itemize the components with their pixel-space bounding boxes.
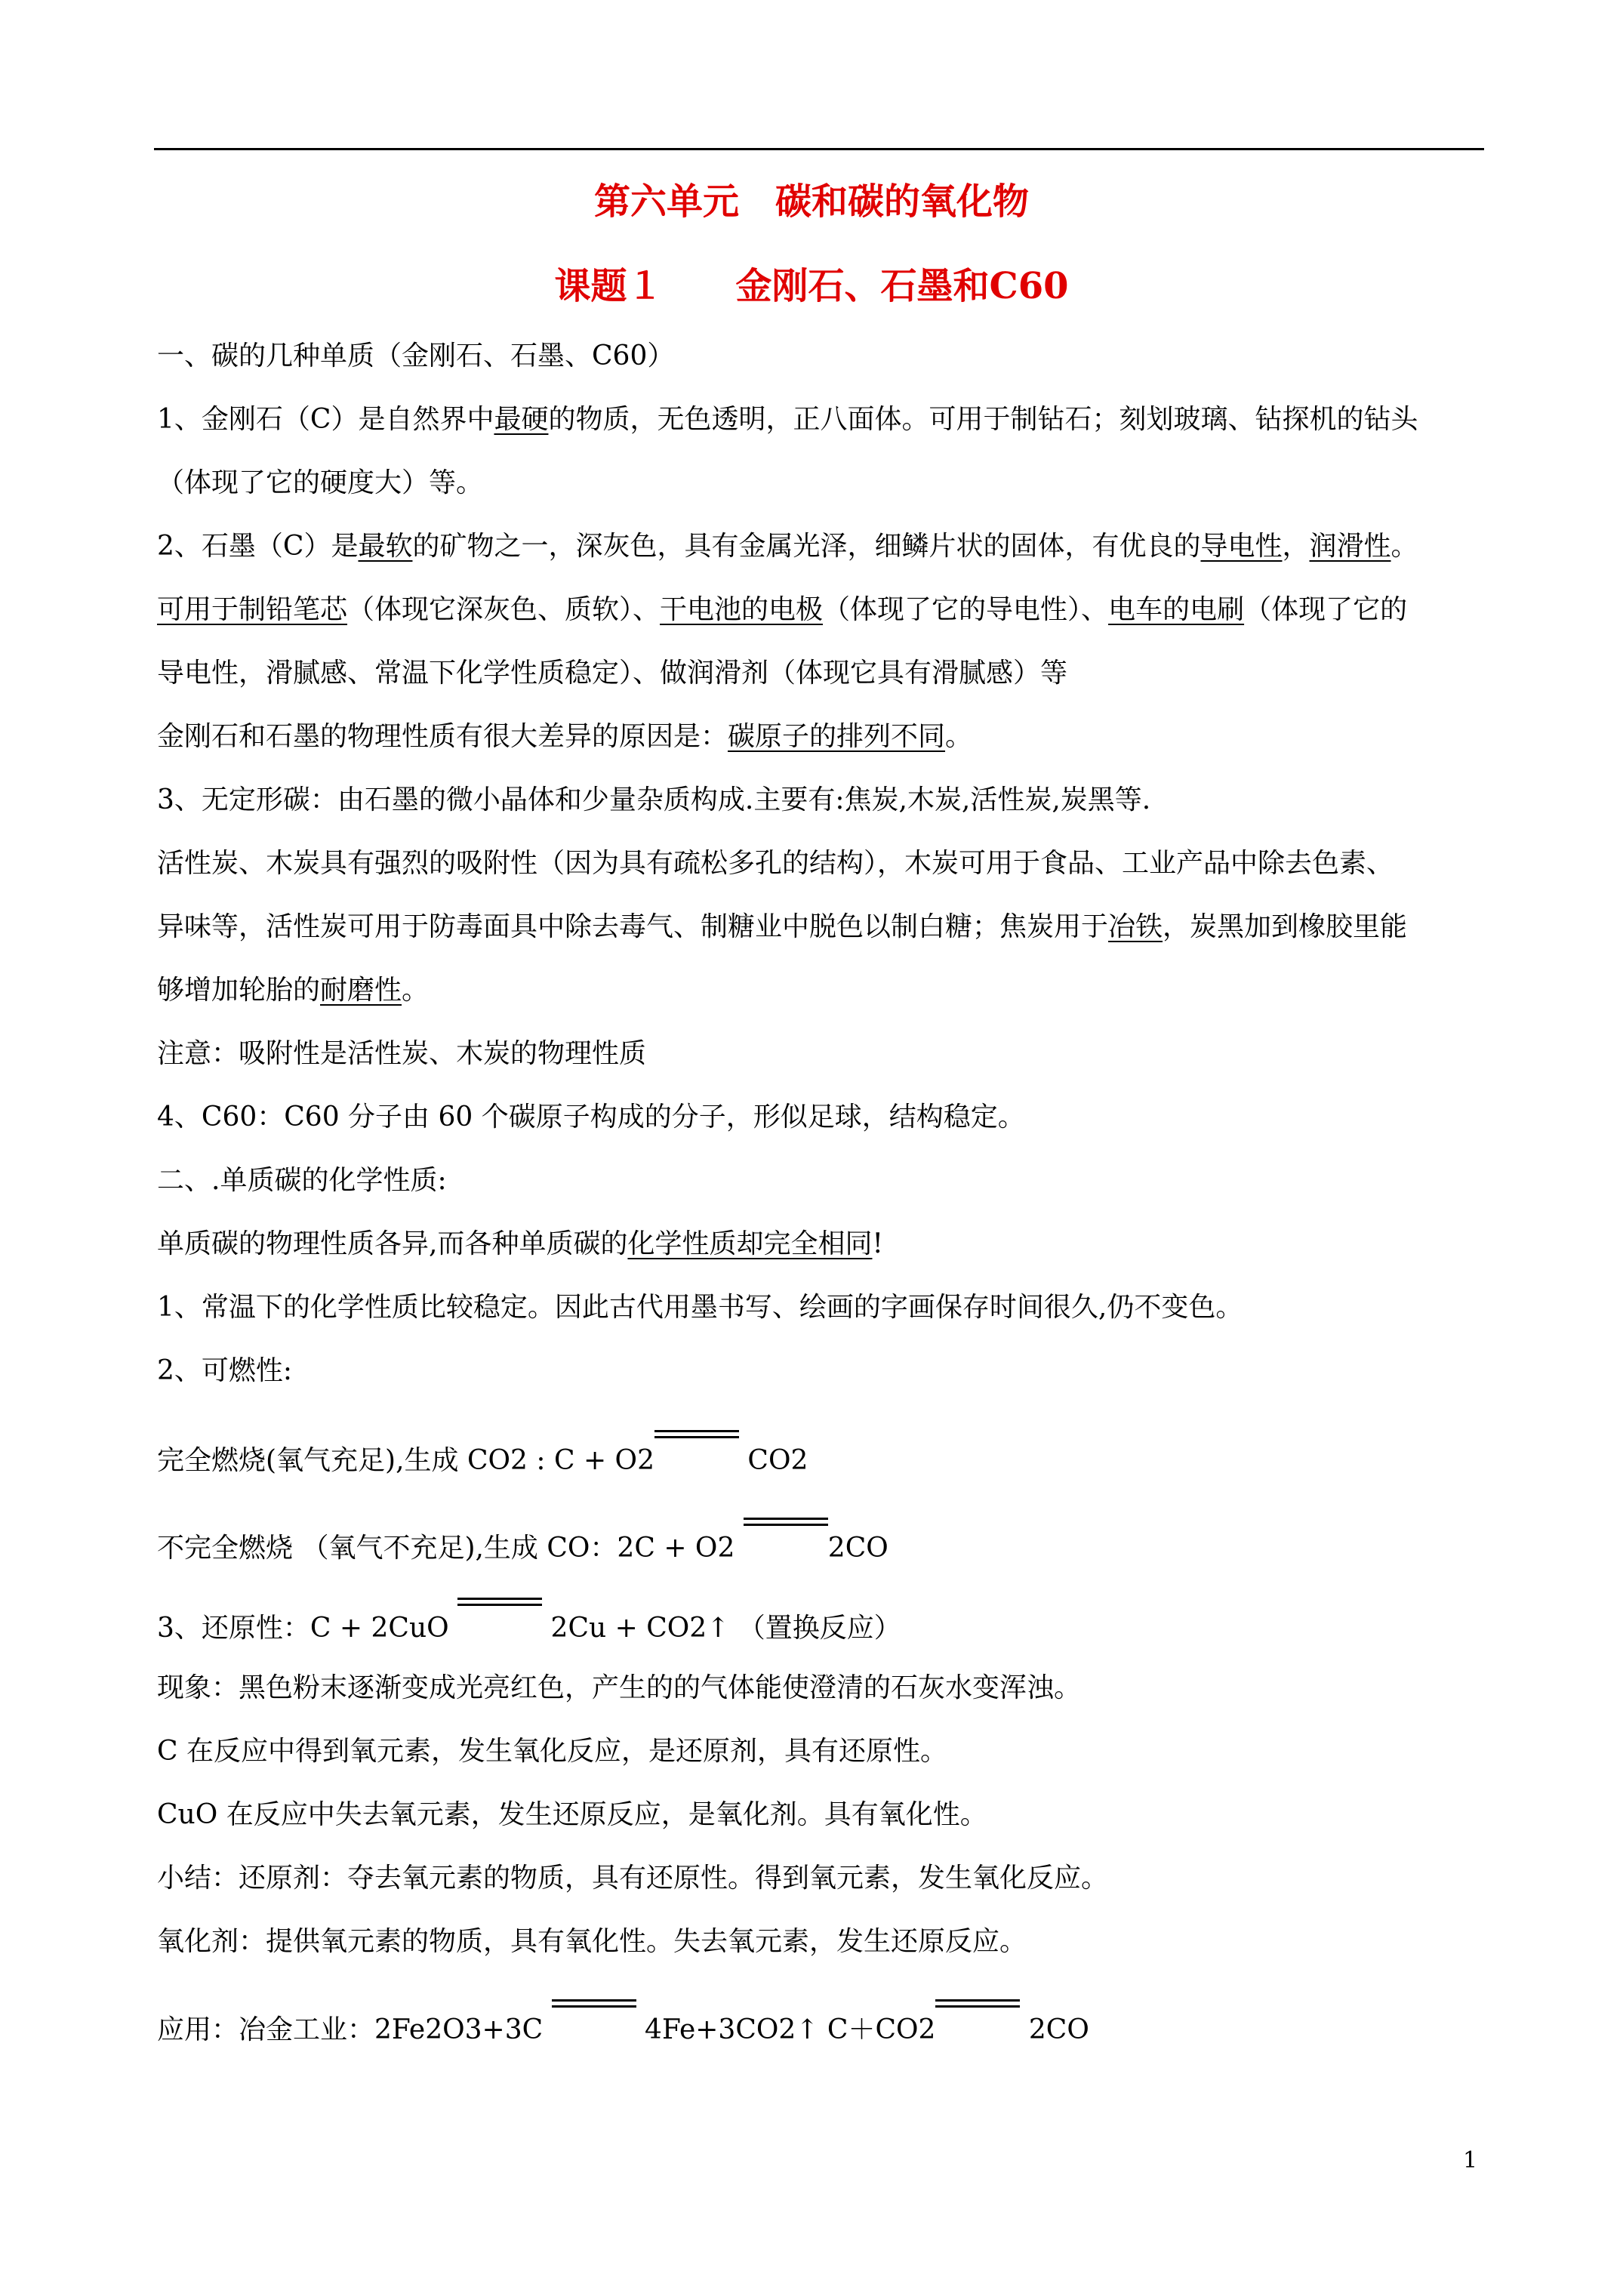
paragraph-c-role: C 在反应中得到氧元素，发生氧化反应，是还原剂，具有还原性。 xyxy=(157,1736,947,1767)
header-rule xyxy=(154,148,1484,150)
unit-title: 第六单元 碳和碳的氧化物 xyxy=(593,180,1029,223)
paragraph-adsorption: 活性炭、木炭具有强烈的吸附性（因为具有疏松多孔的结构），木炭可用于食品、工业产品中除去色素、 xyxy=(157,848,1394,879)
equation-incomplete-combustion: 不完全燃烧 （氧气不充足),生成 CO：2C + O2 2CO xyxy=(157,1530,888,1564)
equals-sign-double-line xyxy=(552,2011,636,2039)
paragraph-c60: 4、C60：C60 分子由 60 个碳原子构成的分子，形似足球，结构稳定。 xyxy=(157,1102,1025,1133)
note: 注意：吸附性是活性炭、木炭的物理性质 xyxy=(157,1038,647,1069)
paragraph-adsorption-cont: 异味等，活性炭可用于防毒面具中除去毒气、制糖业中脱色以制白糖；焦炭用于冶铁，炭黑加到橡胶里能 xyxy=(157,911,1408,942)
paragraph-stability: 1、常温下的化学性质比较稳定。因此古代用墨书写、绘画的字画保存时间很久,仍不变色。 xyxy=(157,1292,1243,1323)
paragraph-graphite-uses: 可用于制铅笔芯（体现它深灰色、质软）、干电池的电极（体现了它的导电性）、电车的电刷（体现了它的 xyxy=(157,594,1408,625)
section-two-heading: 二、.单质碳的化学性质: xyxy=(157,1165,447,1196)
paragraph-difference-reason: 金刚石和石墨的物理性质有很大差异的原因是：碳原子的排列不同。 xyxy=(157,721,973,752)
paragraph-phenomenon: 现象：黑色粉末逐渐变成光亮红色，产生的的气体能使澄清的石灰水变浑浊。 xyxy=(157,1672,1082,1703)
equation-complete-combustion: 完全燃烧(氧气充足),生成 CO2 : C + O2 CO2 xyxy=(157,1442,808,1477)
paragraph-diamond-cont: （体现了它的硬度大）等。 xyxy=(157,467,484,498)
equals-sign-double-line xyxy=(935,2011,1020,2039)
paragraph-cuo-role: CuO 在反应中失去氧元素，发生还原反应，是氧化剂。具有氧化性。 xyxy=(157,1799,987,1830)
paragraph-summary-reductant: 小结：还原剂：夺去氧元素的物质，具有还原性。得到氧元素，发生氧化反应。 xyxy=(157,1863,1109,1894)
paragraph-diamond: 1、金刚石（C）是自然界中最硬的物质，无色透明，正八面体。可用于制钻石；刻划玻璃、钻探机的钻头 xyxy=(157,404,1418,435)
equals-sign-double-line xyxy=(457,1610,542,1637)
paragraph-chemical-same: 单质碳的物理性质各异,而各种单质碳的化学性质却完全相同! xyxy=(157,1228,883,1259)
paragraph-combustibility: 2、可燃性: xyxy=(157,1355,293,1386)
page-number: 1 xyxy=(1463,2147,1478,2174)
paragraph-amorphous-carbon: 3、无定形碳：由石墨的微小晶体和少量杂质构成.主要有:焦炭,木炭,活性炭,炭黑等. xyxy=(157,784,1151,815)
section-one-heading: 一、碳的几种单质（金刚石、石墨、C60） xyxy=(157,341,675,371)
equals-sign-double-line xyxy=(744,1530,828,1557)
paragraph-graphite: 2、石墨（C）是最软的矿物之一，深灰色，具有金属光泽，细鳞片状的固体，有优良的导电性，润滑性。 xyxy=(157,531,1418,562)
paragraph-summary-oxidant: 氧化剂：提供氧元素的物质，具有氧化性。失去氧元素，发生还原反应。 xyxy=(157,1926,1027,1957)
equation-reduction: 3、还原性：C + 2CuO 2Cu + CO2↑ （置换反应） xyxy=(157,1610,901,1644)
paragraph-graphite-cont: 导电性，滑腻感、常温下化学性质稳定）、做润滑剂（体现它具有滑腻感）等 xyxy=(157,658,1068,689)
lesson-title: 课题１ 金刚石、石墨和C60 xyxy=(554,265,1069,307)
paragraph-adsorption-end: 够增加轮胎的耐磨性。 xyxy=(157,975,430,1006)
equation-application: 应用：冶金工业：2Fe2O3+3C 4Fe+3CO2↑ C＋CO2 2CO xyxy=(157,2011,1089,2046)
equals-sign-double-line xyxy=(654,1442,739,1469)
